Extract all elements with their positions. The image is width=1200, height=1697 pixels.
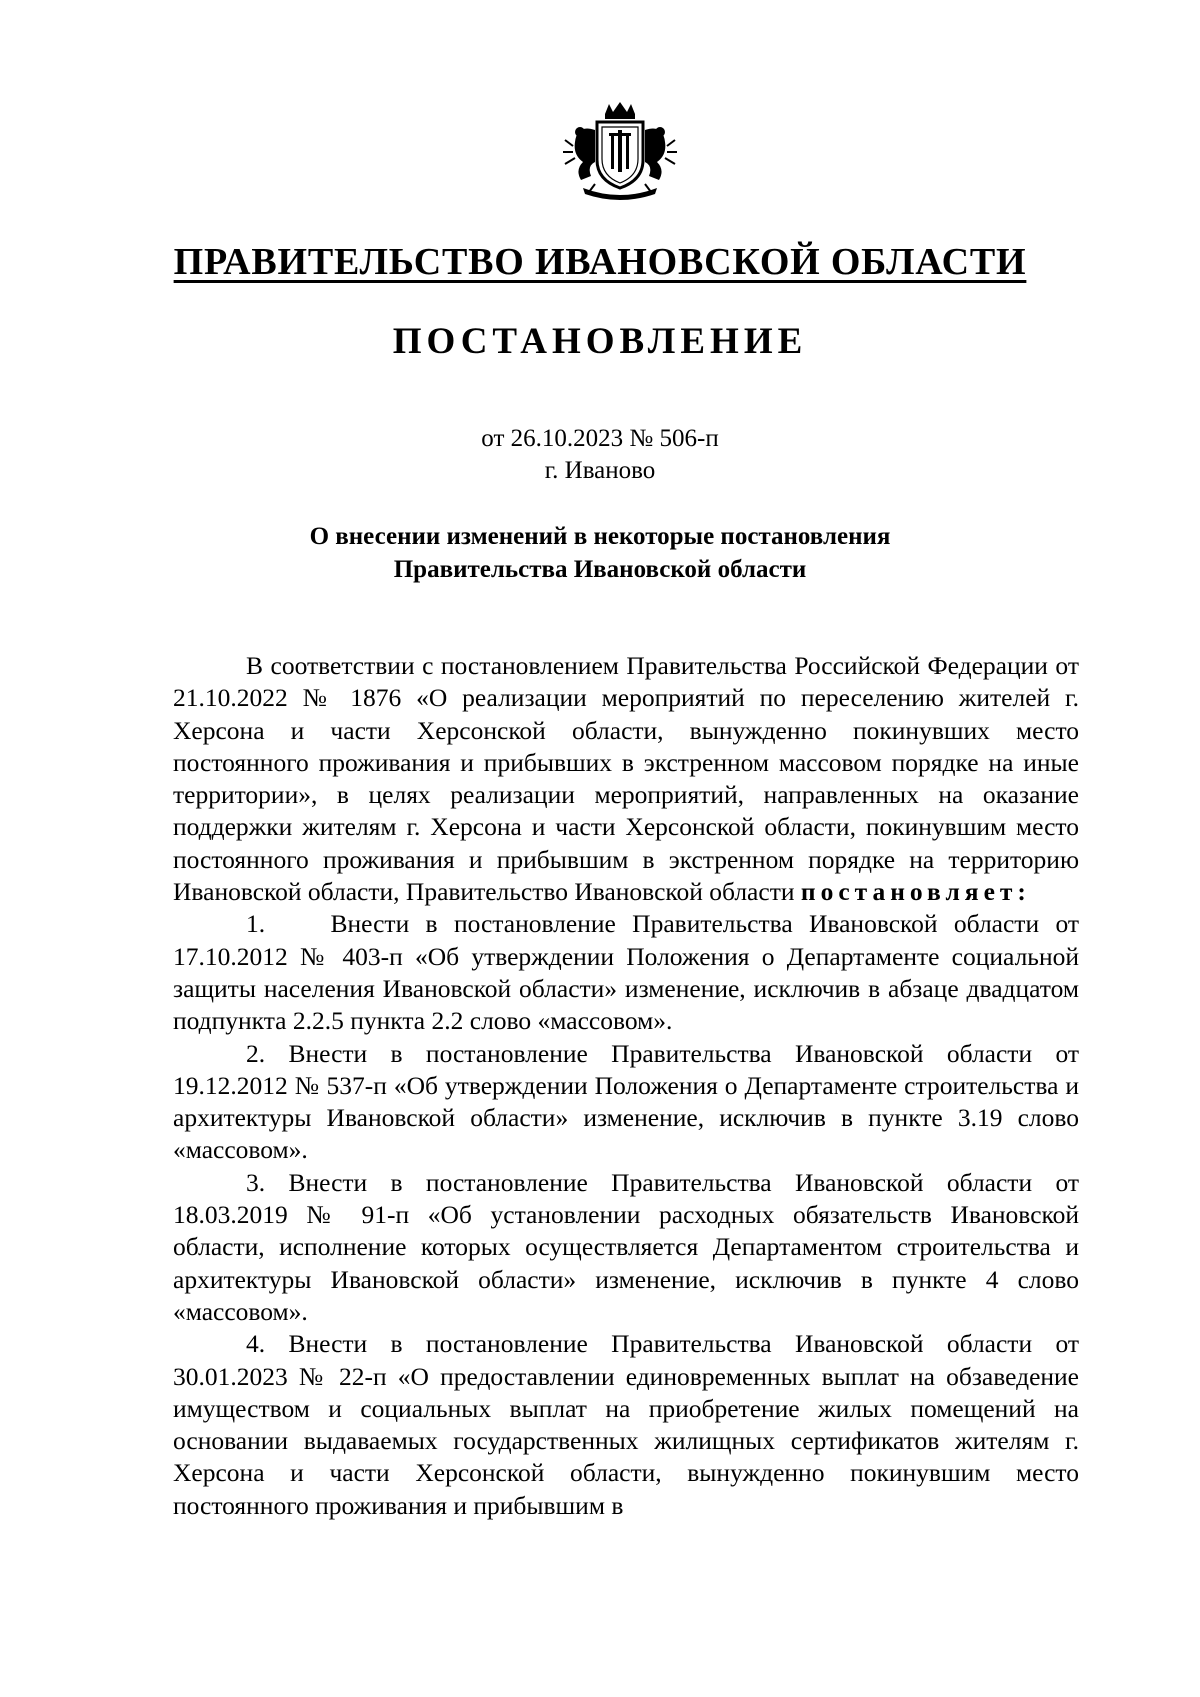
city: г. Иваново <box>544 457 656 484</box>
organization-title: ПРАВИТЕЛЬСТВО ИВАНОВСКОЙ ОБЛАСТИ <box>173 241 1027 283</box>
item-paragraph: 1. Внести в постановление Правительства Ивановской области от 17.10.2012 № 403-п «Об утверждении Положения о Департаменте социальной защиты населения Ивановской области» изменение, исключив в абзаце двадцатом подпункта 2.2.5 пункта 2.2 слово «массовом». <box>173 909 1086 1036</box>
document-meta <box>0 423 1200 487</box>
item-paragraph: 4. Внести в постановление Правительства Ивановской области от 30.01.2023 № 22-п «О предоставлении единовременных выплат на обзаведение имуществом и социальных выплат на приобретение жилых помещений на основании выдаваемых государственных жилищных сертификатов жителям г. Херсона и части Херсонской области, вынужденно покинувшим место постоянного проживания и прибывшим в <box>173 1329 1086 1520</box>
item-paragraph: 3. Внести в постановление Правительства Ивановской области от 18.03.2019 № 91-п «Об установлении расходных обязательств Ивановской области, исполнение которых осуществляется Департаментом строительства и архитектуры Ивановской области» изменение, исключив в пункте 4 слово «массовом». <box>173 1167 1086 1326</box>
document-body <box>173 650 1086 1522</box>
item-paragraph: 2. Внести в постановление Правительства Ивановской области от 19.12.2012 № 537-п «Об утверждении Положения о Департаменте строительства и архитектуры Ивановской области» изменение, исключив в пункте 3.19 слово «массовом». <box>173 1038 1086 1165</box>
document-type: ПОСТАНОВЛЕНИЕ <box>392 321 808 362</box>
decree-word: постановляет: <box>800 877 1031 907</box>
subject-line-1: О внесении изменений в некоторые постановления <box>309 523 891 550</box>
preamble-text: В соответствии с постановлением Правительства Российской Федерации от 21.10.2022 № 1876 «О реализации мероприятий по переселению жителей г. Херсона и части Херсонской области, вынужденно покинувших место постоянного проживания и прибывших в экстренном массовом порядке на иные территории», в целях реализации мероприятий, направленных на оказание поддержки жителям г. Херсона и части Херсонской области, покинувшим место постоянного проживания и прибывшим в экстренном порядке на территорию Ивановской области, Правительство Ивановской области <box>173 651 1079 907</box>
date-number: от 26.10.2023 № 506-п <box>481 425 719 452</box>
coat-of-arms-icon <box>555 100 685 205</box>
subject-line-2: Правительства Ивановской области <box>393 556 807 583</box>
preamble-paragraph <box>173 650 1079 908</box>
document-subject <box>0 520 1200 586</box>
